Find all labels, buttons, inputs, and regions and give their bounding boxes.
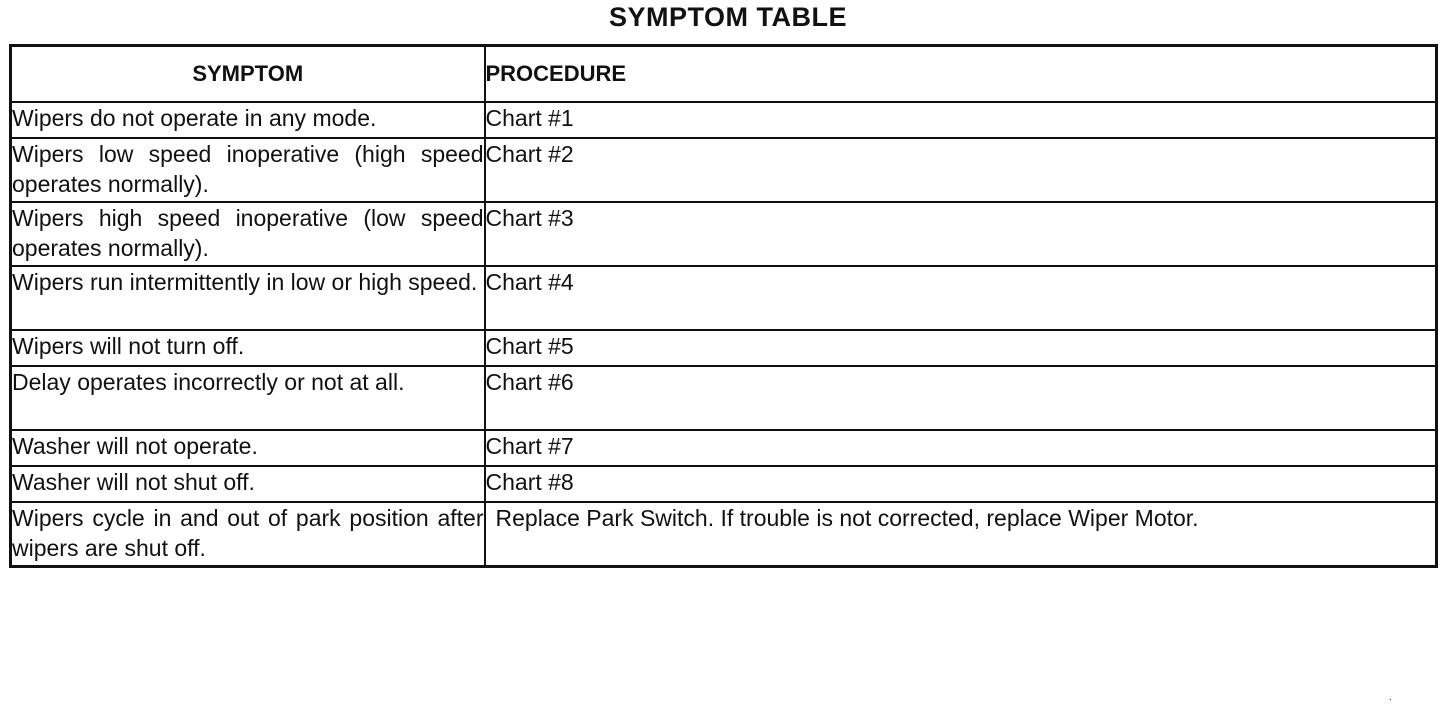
table-row xyxy=(11,330,1437,366)
procedure-cell: Chart #3 xyxy=(485,202,1437,266)
table-row xyxy=(11,102,1437,138)
symptom-cell: Wipers cycle in and out of park position after wipers are shut off. xyxy=(11,502,485,567)
symptom-cell: Wipers high speed inoperative (low speed operates normally). xyxy=(11,202,485,266)
procedure-cell: Chart #2 xyxy=(485,138,1437,202)
table-row xyxy=(11,266,1437,330)
procedure-cell: Chart #6 xyxy=(485,366,1437,430)
procedure-cell: Chart #7 xyxy=(485,430,1437,466)
procedure-cell: Chart #1 xyxy=(485,102,1437,138)
symptom-cell: Wipers do not operate in any mode. xyxy=(11,102,485,138)
table-row xyxy=(11,430,1437,466)
procedure-cell: Chart #5 xyxy=(485,330,1437,366)
symptom-cell: Washer will not shut off. xyxy=(11,466,485,502)
table-row xyxy=(11,466,1437,502)
symptom-cell: Wipers run intermittently in low or high speed. xyxy=(11,266,485,330)
table-header-row xyxy=(11,46,1437,103)
table-row xyxy=(11,202,1437,266)
table-row xyxy=(11,502,1437,567)
column-header-symptom: SYMPTOM xyxy=(11,46,485,103)
symptom-cell: Wipers will not turn off. xyxy=(11,330,485,366)
page-title: SYMPTOM TABLE xyxy=(608,2,847,32)
procedure-cell: Chart #8 xyxy=(485,466,1437,502)
column-header-procedure: PROCEDURE xyxy=(485,46,1437,103)
procedure-cell: Replace Park Switch. If trouble is not corrected, replace Wiper Motor. xyxy=(485,502,1437,567)
symptom-cell: Washer will not operate. xyxy=(11,430,485,466)
procedure-cell: Chart #4 xyxy=(485,266,1437,330)
scan-speck: · xyxy=(1388,694,1392,705)
symptom-cell: Wipers low speed inoperative (high speed operates normally). xyxy=(11,138,485,202)
table-row xyxy=(11,138,1437,202)
symptom-table xyxy=(9,44,1438,568)
table-row xyxy=(11,366,1437,430)
symptom-cell: Delay operates incorrectly or not at all. xyxy=(11,366,485,430)
